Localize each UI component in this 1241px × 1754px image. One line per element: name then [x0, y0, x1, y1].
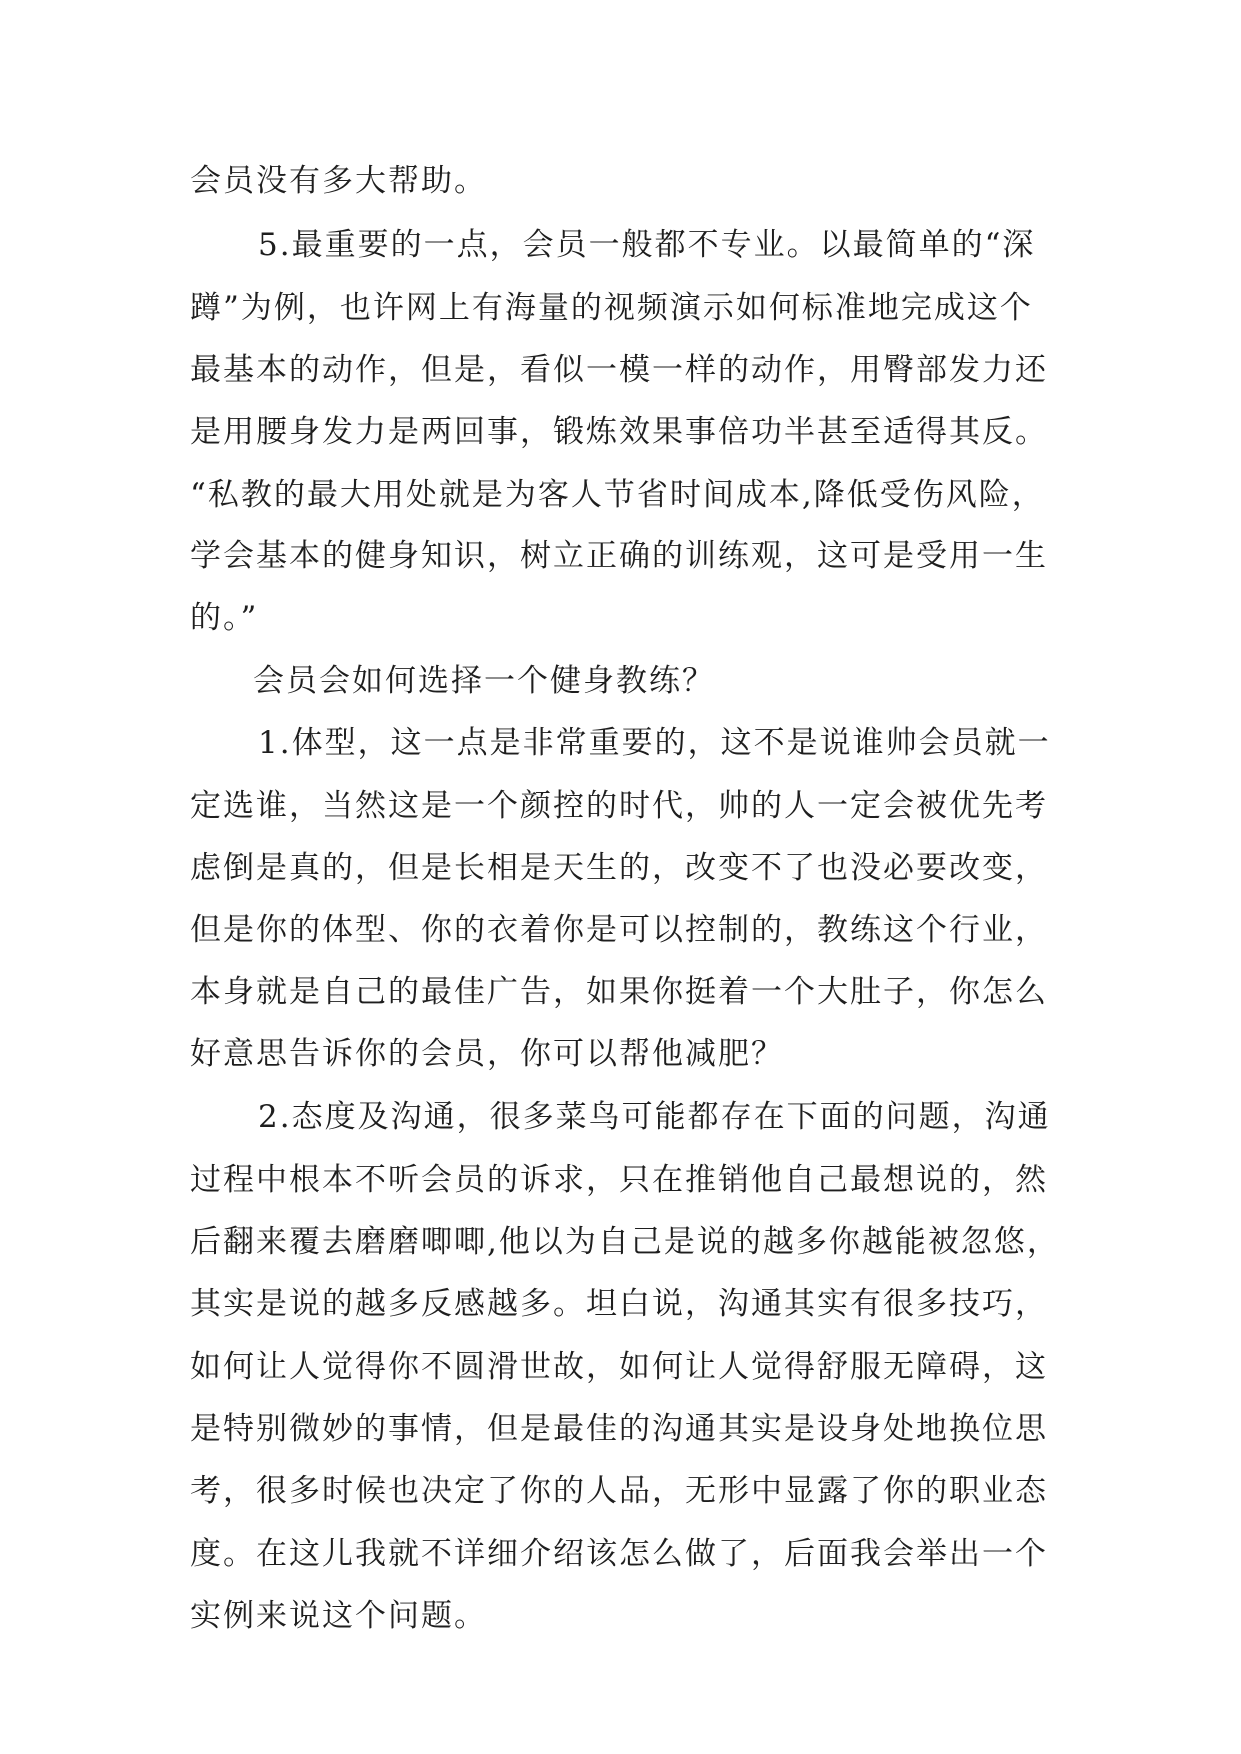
text-line: 的。” — [190, 600, 259, 636]
text-line: 5.最重要的一点，会员一般都不专业。以最简单的“深 — [258, 227, 1036, 263]
text-line: 度。在这儿我就不详细介绍该怎么做了，后面我会举出一个 — [190, 1536, 1048, 1572]
text-line: 会员会如何选择一个健身教练？ — [253, 663, 715, 699]
text-line: 本身就是自己的最佳广告，如果你挺着一个大肚子，你怎么 — [190, 974, 1048, 1010]
text-line: 但是你的体型、你的衣着你是可以控制的，教练这个行业， — [190, 912, 1048, 948]
text-line: 虑倒是真的，但是长相是天生的，改变不了也没必要改变， — [190, 850, 1048, 886]
text-line: “私教的最大用处就是为客人节省时间成本,降低受伤风险， — [190, 477, 1045, 513]
text-line: 蹲”为例，也许网上有海量的视频演示如何标准地完成这个 — [190, 290, 1033, 326]
text-line: 会员没有多大帮助。 — [190, 163, 487, 199]
text-line: 好意思告诉你的会员，你可以帮他减肥？ — [190, 1036, 784, 1072]
text-line: 过程中根本不听会员的诉求，只在推销他自己最想说的，然 — [190, 1162, 1048, 1198]
text-line: 后翻来覆去磨磨唧唧,他以为自己是说的越多你越能被忽悠， — [190, 1224, 1060, 1260]
text-line: 是用腰身发力是两回事，锻炼效果事倍功半甚至适得其反。 — [190, 414, 1048, 450]
text-line: 2.态度及沟通，很多菜鸟可能都存在下面的问题，沟通 — [258, 1099, 1051, 1135]
text-line: 1.体型，这一点是非常重要的，这不是说谁帅会员就一 — [258, 725, 1051, 761]
text-line: 其实是说的越多反感越多。坦白说，沟通其实有很多技巧， — [190, 1286, 1048, 1322]
text-line: 考，很多时候也决定了你的人品，无形中显露了你的职业态 — [190, 1473, 1048, 1509]
text-line: 学会基本的健身知识，树立正确的训练观，这可是受用一生 — [190, 538, 1048, 574]
text-line: 实例来说这个问题。 — [190, 1598, 487, 1634]
text-line: 是特别微妙的事情，但是最佳的沟通其实是设身处地换位思 — [190, 1411, 1048, 1447]
text-line: 如何让人觉得你不圆滑世故，如何让人觉得舒服无障碍，这 — [190, 1349, 1048, 1385]
text-line: 定选谁，当然这是一个颜控的时代，帅的人一定会被优先考 — [190, 788, 1048, 824]
text-line: 最基本的动作，但是，看似一模一样的动作，用臀部发力还 — [190, 352, 1048, 388]
